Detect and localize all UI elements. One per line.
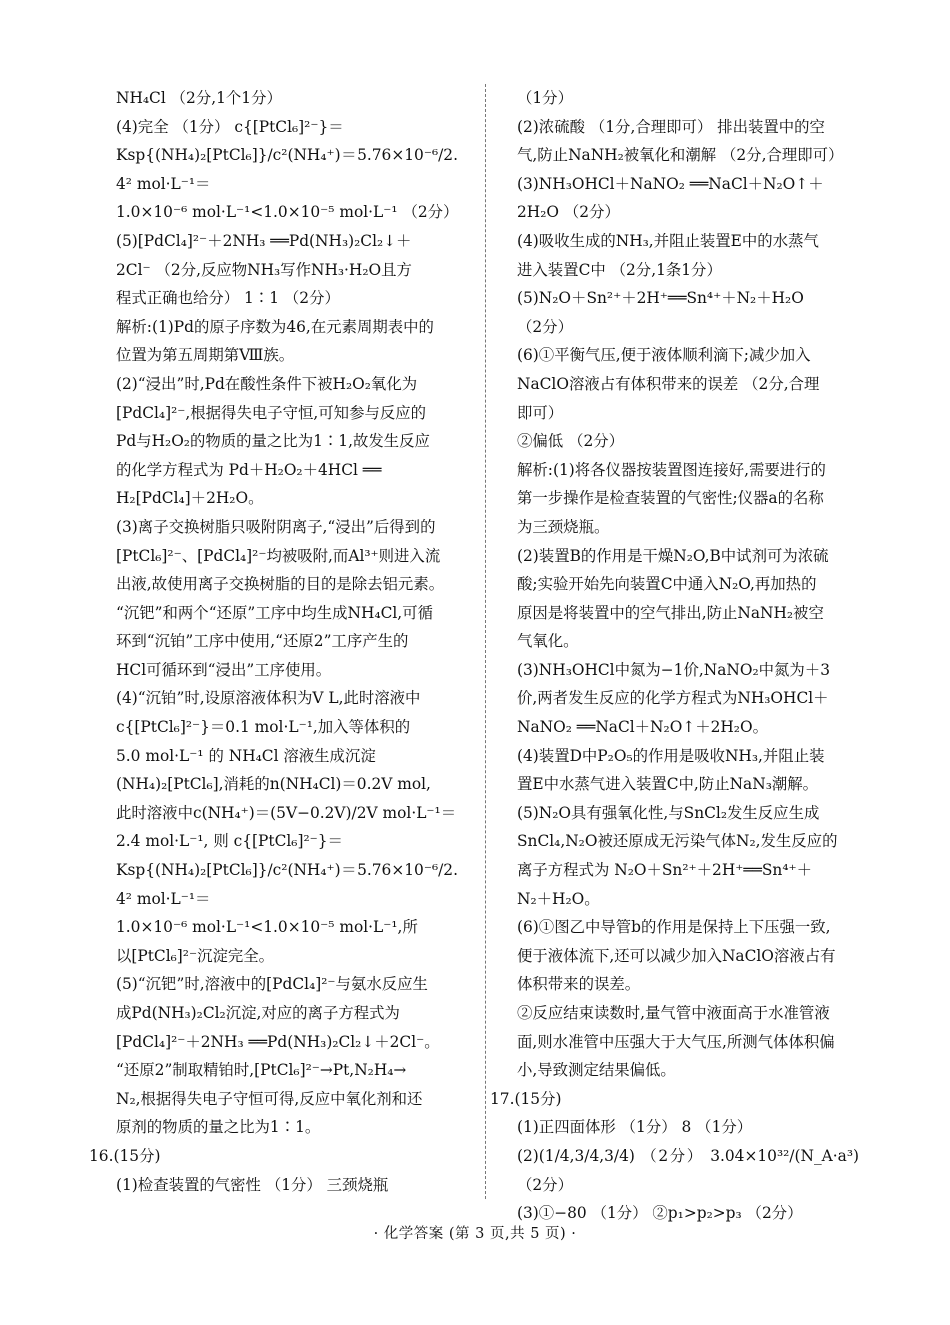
- text-line: 成Pd(NH₃)₂Cl₂沉淀,对应的离子方程式为: [116, 1004, 400, 1022]
- text-line: (3)NH₃OHCl＋NaNO₂ ══NaCl＋N₂O↑＋: [517, 174, 824, 193]
- text-line: (6)①平衡气压,便于液体顺利滴下;减少加入: [517, 346, 811, 365]
- right-column: [490, 84, 859, 1228]
- text-line: (2)装置B的作用是干燥N₂O,B中试剂可为浓硫: [517, 546, 829, 565]
- text-line: 16.(15分): [89, 1146, 161, 1165]
- text-line: (3)NH₃OHCl中氮为−1价,NaNO₂中氮为＋3: [517, 660, 830, 679]
- text-line: 程式正确也给分） 1∶1 （2分）: [116, 289, 340, 308]
- text-line: (3)离子交换树脂只吸附阴离子,“浸出”后得到的: [116, 517, 436, 536]
- text-line: NaClO溶液占有体积带来的误差 （2分,合理: [517, 374, 820, 393]
- column-divider: [485, 84, 486, 1199]
- text-line: [PdCl₄]²⁻,根据得失电子守恒,可知参与反应的: [116, 403, 427, 422]
- text-line: 原因是将装置中的空气排出,防止NaNH₂被空: [517, 603, 824, 622]
- text-line: N₂,根据得失电子守恒可得,反应中氧化剂和还: [116, 1089, 423, 1108]
- text-line: 便于液体流下,还可以减少加入NaClO溶液占有: [517, 946, 836, 965]
- text-line: 1.0×10⁻⁶ mol·L⁻¹<1.0×10⁻⁵ mol·L⁻¹ （2分）: [116, 203, 459, 222]
- text-line: “沉钯”和两个“还原”工序中均生成NH₄Cl,可循: [116, 603, 433, 622]
- text-line: 为三颈烧瓶。: [517, 517, 610, 536]
- text-line: SnCl₄,N₂O被还原成无污染气体N₂,发生反应的: [517, 832, 838, 851]
- text-line: NH₄Cl （2分,1个1分）: [116, 89, 282, 107]
- text-line: 体积带来的误差。: [517, 975, 641, 994]
- text-line: ②反应结束读数时,量气管中液面高于水准管液: [517, 1004, 830, 1022]
- text-line: (1)检查装置的气密性 （1分） 三颈烧瓶: [116, 1175, 389, 1194]
- page-footer: · 化学答案 (第 3 页,共 5 页) ·: [373, 1226, 577, 1242]
- text-line: 以[PtCl₆]²⁻沉淀完全。: [116, 946, 275, 965]
- text-line: (5)“沉钯”时,溶液中的[PdCl₄]²⁻与氨水反应生: [116, 975, 428, 994]
- text-line: (5)N₂O＋Sn²⁺＋2H⁺══Sn⁴⁺＋N₂＋H₂O: [517, 289, 804, 308]
- text-line: (2)浓硫酸 （1分,合理即可） 排出装置中的空: [517, 117, 825, 136]
- text-line: (5)[PdCl₄]²⁻＋2NH₃ ══Pd(NH₃)₂Cl₂↓＋: [116, 231, 412, 250]
- text-line: (4)完全 （1分） c{[PtCl₆]²⁻}＝: [116, 117, 344, 136]
- text-line: 此时溶液中c(NH₄⁺)＝(5V−0.2V)/2V mol·L⁻¹＝: [116, 803, 457, 822]
- text-line: 2.4 mol·L⁻¹, 则 c{[PtCl₆]²⁻}＝: [116, 832, 343, 851]
- text-line: （2分）: [517, 317, 573, 336]
- text-line: 第一步操作是检查装置的气密性;仪器a的名称: [517, 489, 824, 508]
- text-line: “还原2”制取精铂时,[PtCl₆]²⁻→Pt,N₂H₄→: [116, 1061, 407, 1080]
- text-line: 小,导致测定结果偏低。: [517, 1061, 676, 1080]
- text-line: （1分）: [517, 89, 573, 107]
- text-line: (5)N₂O具有强氧化性,与SnCl₂发生反应生成: [517, 803, 820, 822]
- text-line: 解析:(1)将各仪器按装置图连接好,需要进行的: [517, 460, 826, 479]
- text-line: 出液,故使用离子交换树脂的目的是除去铝元素。: [116, 575, 445, 594]
- text-line: 离子方程式为 N₂O＋Sn²⁺＋2H⁺══Sn⁴⁺＋: [517, 861, 813, 880]
- text-line: 进入装置C中 （2分,1条1分）: [517, 260, 722, 279]
- text-line: c{[PtCl₆]²⁻}＝0.1 mol·L⁻¹,加入等体积的: [116, 718, 411, 737]
- text-line: Ksp{(NH₄)₂[PtCl₆]}/c²(NH₄⁺)＝5.76×10⁻⁶/2.4² mol·L⁻¹＝: [116, 861, 458, 908]
- text-line: Pd与H₂O₂的物质的量之比为1∶1,故发生反应: [116, 432, 430, 451]
- text-line: ②偏低 （2分）: [517, 432, 625, 451]
- text-line: 面,则水准管中压强大于大气压,所测气体体积偏: [517, 1032, 835, 1051]
- text-line: [PdCl₄]²⁻＋2NH₃ ══Pd(NH₃)₂Cl₂↓＋2Cl⁻。: [116, 1032, 440, 1051]
- text-line: (2)“浸出”时,Pd在酸性条件下被H₂O₂氧化为: [116, 374, 418, 393]
- text-line: 1.0×10⁻⁶ mol·L⁻¹<1.0×10⁻⁵ mol·L⁻¹,所: [116, 918, 418, 937]
- text-line: (3)①−80 （1分） ②p₁>p₂>p₃ （2分）: [517, 1204, 803, 1223]
- text-line: 的化学方程式为 Pd＋H₂O₂＋4HCl ══: [116, 460, 382, 479]
- text-line: (6)①图乙中导管b的作用是保持上下压强一致,: [517, 918, 831, 937]
- text-line: 2H₂O （2分）: [517, 203, 620, 222]
- text-line: (4)装置D中P₂O₅的作用是吸收NH₃,并阻止装: [517, 746, 825, 765]
- text-line: 17.(15分): [490, 1089, 562, 1108]
- text-line: 即可）: [517, 403, 564, 422]
- text-line: NaNO₂ ══NaCl＋N₂O↑＋2H₂O。: [517, 718, 768, 737]
- left-column: [89, 84, 459, 1199]
- text-line: (1)正四面体形 （1分） 8 （1分）: [517, 1118, 753, 1137]
- text-line: (4)“沉铂”时,设原溶液体积为V L,此时溶液中: [116, 689, 421, 708]
- text-line: 气氧化。: [517, 632, 579, 651]
- text-line: 价,两者发生反应的化学方程式为NH₃OHCl＋: [517, 689, 829, 708]
- text-line: (NH₄)₂[PtCl₆],消耗的n(NH₄Cl)＝0.2V mol,: [116, 775, 431, 794]
- text-line: (2)(1/4,3/4,3/4) （2分） 3.04×10³²/(N_A·a³) （2分）: [517, 1146, 859, 1194]
- text-line: 原剂的物质的量之比为1∶1。: [116, 1118, 321, 1137]
- text-line: 环到“沉铂”工序中使用,“还原2”工序产生的: [116, 632, 409, 651]
- text-line: 2Cl⁻ （2分,反应物NH₃写作NH₃·H₂O且方: [116, 260, 412, 279]
- text-line: 位置为第五周期第Ⅷ族。: [116, 346, 295, 365]
- text-line: 置E中水蒸气进入装置C中,防止NaN₃潮解。: [517, 775, 819, 794]
- text-line: [PtCl₆]²⁻、[PdCl₄]²⁻均被吸附,而Al³⁺则进入流: [116, 546, 441, 565]
- text-line: N₂＋H₂O。: [517, 889, 600, 908]
- text-line: (4)吸收生成的NH₃,并阻止装置E中的水蒸气: [517, 231, 819, 250]
- text-line: 解析:(1)Pd的原子序数为46,在元素周期表中的: [116, 317, 434, 336]
- text-line: Ksp{(NH₄)₂[PtCl₆]}/c²(NH₄⁺)＝5.76×10⁻⁶/2.4² mol·L⁻¹＝: [116, 146, 458, 193]
- text-line: 酸;实验开始先向装置C中通入N₂O,再加热的: [517, 575, 817, 594]
- text-line: 气,防止NaNH₂被氧化和潮解 （2分,合理即可）: [517, 146, 844, 165]
- text-line: H₂[PdCl₄]＋2H₂O。: [116, 489, 264, 508]
- text-line: HCl可循环到“浸出”工序使用。: [116, 660, 332, 679]
- text-line: 5.0 mol·L⁻¹ 的 NH₄Cl 溶液生成沉淀: [116, 746, 376, 765]
